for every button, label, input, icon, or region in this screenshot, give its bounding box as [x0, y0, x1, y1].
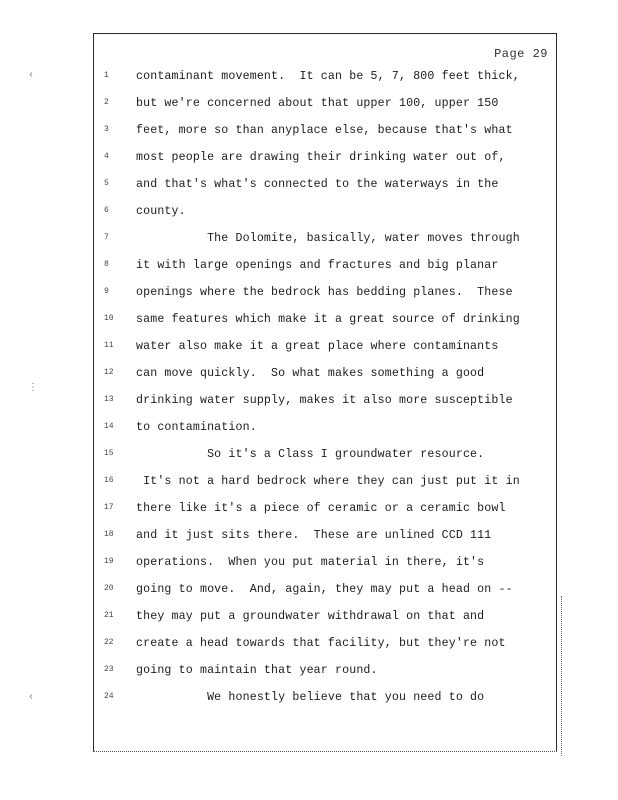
transcript-line	[94, 502, 558, 522]
line-number: 8	[104, 260, 109, 269]
line-number: 18	[104, 530, 114, 539]
line-number: 1	[104, 71, 109, 80]
transcript-line	[94, 583, 558, 603]
transcript-line	[94, 610, 558, 630]
line-text: openings where the bedrock has bedding planes. These	[136, 286, 513, 299]
line-number: 22	[104, 638, 114, 647]
line-number: 9	[104, 287, 109, 296]
line-number: 23	[104, 665, 114, 674]
transcript-page	[93, 33, 557, 751]
line-number: 19	[104, 557, 114, 566]
line-text: drinking water supply, makes it also more susceptible	[136, 394, 513, 407]
line-number: 3	[104, 125, 109, 134]
transcript-line	[94, 178, 558, 198]
transcript-line	[94, 340, 558, 360]
transcript-line	[94, 313, 558, 333]
margin-dots	[561, 596, 562, 756]
line-number: 12	[104, 368, 114, 377]
page-number: Page 29	[494, 47, 548, 61]
line-number: 10	[104, 314, 114, 323]
scan-mark: ⋮	[28, 383, 38, 394]
line-number: 7	[104, 233, 109, 242]
transcript-line	[94, 70, 558, 90]
line-text: The Dolomite, basically, water moves through	[136, 232, 520, 245]
transcript-line	[94, 232, 558, 252]
line-text: but we're concerned about that upper 100, upper 150	[136, 97, 499, 110]
transcript-line	[94, 421, 558, 441]
transcript-line	[94, 97, 558, 117]
transcript-line	[94, 691, 558, 711]
transcript-line	[94, 205, 558, 225]
scan-mark: ‹	[28, 70, 35, 81]
line-text: to contamination.	[136, 421, 257, 434]
line-text: operations. When you put material in there, it's	[136, 556, 485, 569]
transcript-line	[94, 475, 558, 495]
transcript-line	[94, 529, 558, 549]
line-text: going to move. And, again, they may put a head on --	[136, 583, 513, 596]
line-number: 13	[104, 395, 114, 404]
line-text: and that's what's connected to the waterways in the	[136, 178, 499, 191]
transcript-line	[94, 394, 558, 414]
line-number: 4	[104, 152, 109, 161]
line-number: 5	[104, 179, 109, 188]
transcript-line	[94, 556, 558, 576]
line-text: there like it's a piece of ceramic or a ceramic bowl	[136, 502, 506, 515]
line-text: It's not a hard bedrock where they can just put it in	[136, 475, 520, 488]
line-text: feet, more so than anyplace else, because that's what	[136, 124, 513, 137]
line-text: going to maintain that year round.	[136, 664, 378, 677]
line-text: county.	[136, 205, 186, 218]
scan-mark: ‹	[28, 692, 35, 703]
transcript-line	[94, 259, 558, 279]
line-text: they may put a groundwater withdrawal on that and	[136, 610, 485, 623]
line-number: 15	[104, 449, 114, 458]
bottom-rule	[93, 751, 557, 752]
line-text: and it just sits there. These are unlined CCD 111	[136, 529, 492, 542]
line-number: 21	[104, 611, 114, 620]
transcript-line	[94, 286, 558, 306]
line-number: 6	[104, 206, 109, 215]
line-text: same features which make it a great source of drinking	[136, 313, 520, 326]
line-number: 14	[104, 422, 114, 431]
line-text: create a head towards that facility, but they're not	[136, 637, 506, 650]
line-text: it with large openings and fractures and big planar	[136, 259, 499, 272]
line-number: 11	[104, 341, 114, 350]
transcript-line	[94, 367, 558, 387]
line-text: can move quickly. So what makes something a good	[136, 367, 485, 380]
line-number: 20	[104, 584, 114, 593]
transcript-line	[94, 151, 558, 171]
line-number: 17	[104, 503, 114, 512]
line-number: 2	[104, 98, 109, 107]
line-text: We honestly believe that you need to do	[136, 691, 485, 704]
transcript-line	[94, 448, 558, 468]
transcript-line	[94, 637, 558, 657]
line-number: 24	[104, 692, 114, 701]
transcript-line	[94, 664, 558, 684]
line-text: most people are drawing their drinking water out of,	[136, 151, 506, 164]
transcript-line	[94, 124, 558, 144]
line-text: So it's a Class I groundwater resource.	[136, 448, 485, 461]
line-text: contaminant movement. It can be 5, 7, 800 feet thick,	[136, 70, 520, 83]
line-number: 16	[104, 476, 114, 485]
line-text: water also make it a great place where contaminants	[136, 340, 499, 353]
